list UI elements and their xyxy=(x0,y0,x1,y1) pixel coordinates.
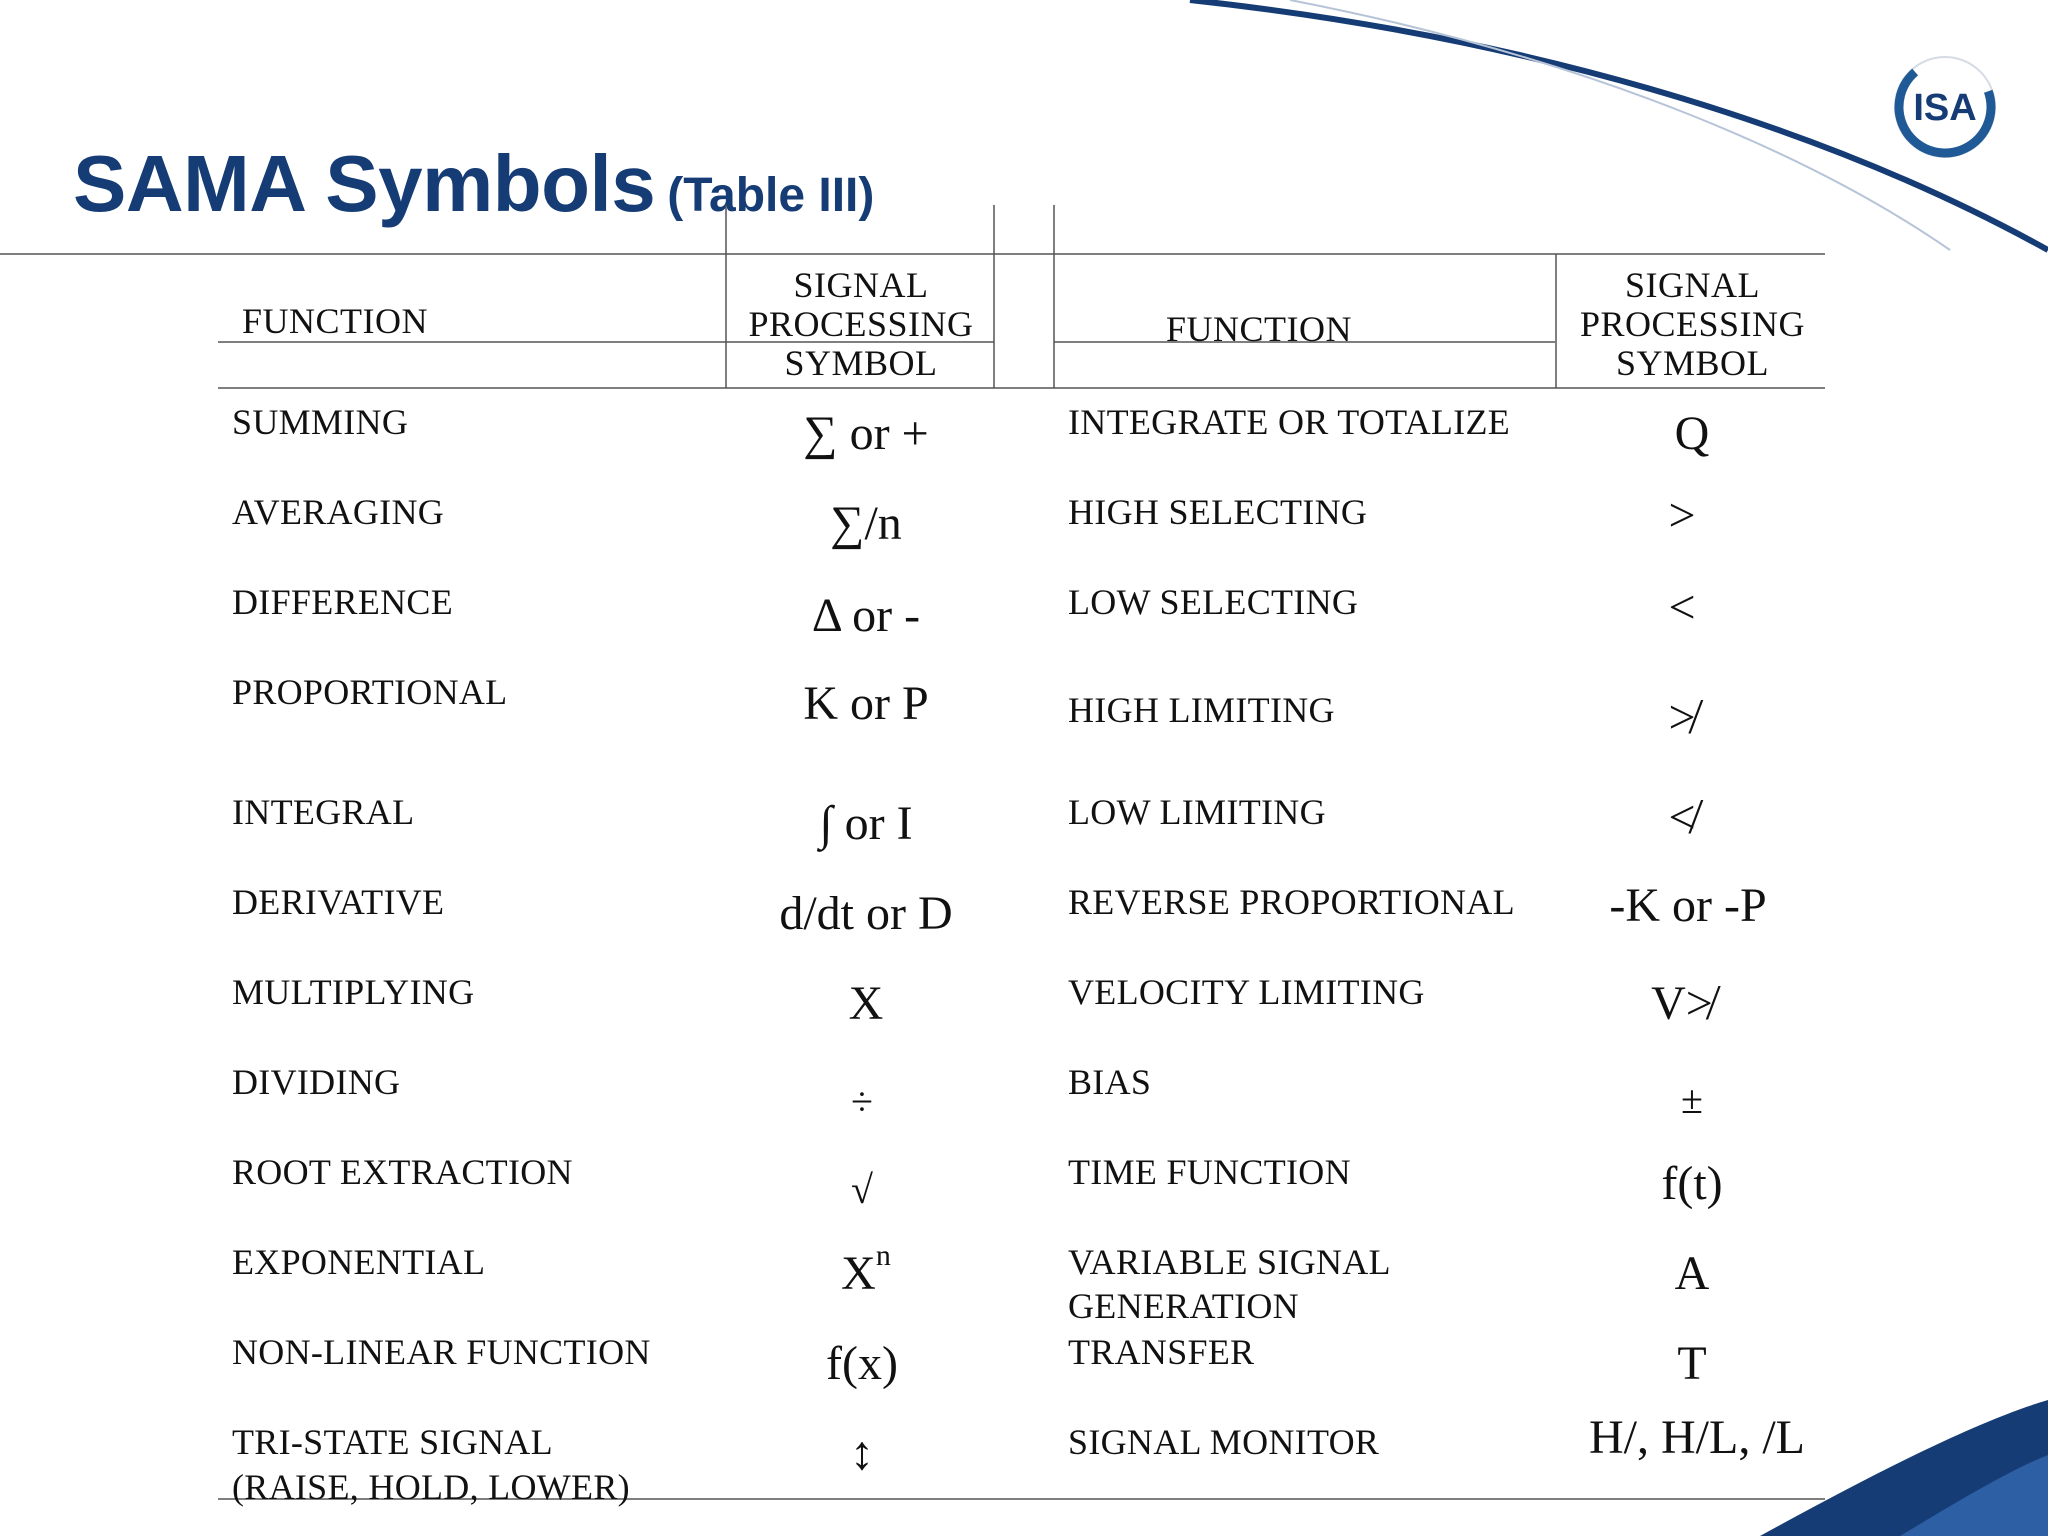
table-row-function: TRANSFER xyxy=(1068,1332,1255,1372)
table-row-symbol: √ xyxy=(851,1167,873,1212)
table-row-function: INTEGRAL xyxy=(232,792,415,832)
table-row-symbol: < xyxy=(1668,581,1696,634)
table-row-symbol: f(t) xyxy=(1661,1157,1723,1210)
table-row-function: MULTIPLYING xyxy=(232,972,475,1012)
table-row-symbol: ± xyxy=(1681,1077,1703,1122)
table-row-symbol: ∫ or I xyxy=(819,797,913,850)
title-main: SAMA Symbols xyxy=(73,139,656,228)
table-row-function: SIGNAL MONITOR xyxy=(1068,1422,1380,1462)
table-row-function: AVERAGING xyxy=(232,492,445,532)
table-row-function: BIAS xyxy=(1068,1062,1152,1102)
table-row-function: TIME FUNCTION xyxy=(1068,1152,1351,1192)
table-row-function: NON-LINEAR FUNCTION xyxy=(232,1332,651,1372)
table-row-function: ROOT EXTRACTION xyxy=(232,1152,573,1192)
header-symbol-line: SIGNAL xyxy=(1625,265,1760,305)
header-symbol-line: PROCESSING xyxy=(1579,304,1806,344)
table-row-symbol: ∑ or + xyxy=(803,407,929,460)
table-row-function: REVERSE PROPORTIONAL xyxy=(1068,882,1515,922)
table-row-symbol: ≯ xyxy=(1668,691,1696,744)
table-row-symbol: A xyxy=(1674,1247,1710,1300)
header-symbol-right xyxy=(1565,266,1820,383)
table-row-symbol: X xyxy=(848,977,884,1030)
header-symbol-left xyxy=(736,266,986,383)
table-row-symbol: T xyxy=(1677,1337,1707,1390)
exponent-power: n xyxy=(875,1239,891,1272)
header-function-right: FUNCTION xyxy=(1166,309,1353,349)
function-line: (RAISE, HOLD, LOWER) xyxy=(232,1467,630,1507)
table-row-function: DIFFERENCE xyxy=(232,582,454,622)
table-row-function: LOW SELECTING xyxy=(1068,582,1359,622)
table-row-function: VELOCITY LIMITING xyxy=(1068,972,1425,1012)
table-row-symbol: K or P xyxy=(803,677,929,730)
header-function-left: FUNCTION xyxy=(242,301,429,341)
table-row-symbol: Δ or - xyxy=(811,589,921,642)
table-row-symbol: > xyxy=(1668,489,1696,542)
table-row-symbol: d/dt or D xyxy=(779,887,953,940)
table-row-function: PROPORTIONAL xyxy=(232,672,508,712)
table-row-symbol: f(x) xyxy=(826,1337,898,1390)
table-row-function: HIGH SELECTING xyxy=(1068,492,1368,532)
table-row-function xyxy=(1068,1240,1391,1328)
header-symbol-line: SYMBOL xyxy=(1615,343,1770,383)
table-row-symbol: H/, H/L, /L xyxy=(1589,1411,1805,1464)
table-row-function: DERIVATIVE xyxy=(232,882,445,922)
header-symbol-line: PROCESSING xyxy=(748,304,974,344)
table-row-function: INTEGRATE OR TOTALIZE xyxy=(1068,402,1511,442)
table-row-symbol: ÷ xyxy=(851,1079,873,1124)
header-symbol-line: SIGNAL xyxy=(793,265,929,305)
table-row-function: EXPONENTIAL xyxy=(232,1242,486,1282)
table-row-symbol: V≯ xyxy=(1651,977,1713,1030)
table-row-symbol: ↕ xyxy=(850,1427,874,1480)
table-row-symbol: ∑/n xyxy=(830,497,902,550)
function-line: TRI-STATE SIGNAL xyxy=(232,1422,553,1462)
function-line: GENERATION xyxy=(1068,1286,1299,1326)
table-row-symbol: ≮ xyxy=(1668,791,1696,844)
exponent-base: X xyxy=(841,1247,876,1300)
table-row-function: LOW LIMITING xyxy=(1068,792,1326,832)
header-symbol-line: SYMBOL xyxy=(784,343,938,383)
logo-text: ISA xyxy=(1913,87,1977,129)
table-row-function xyxy=(232,1420,630,1510)
table-row-function: DIVIDING xyxy=(232,1062,401,1102)
table-row-symbol: -K or -P xyxy=(1609,879,1767,932)
table-row-symbol xyxy=(736,1239,996,1308)
title-subtitle: (Table III) xyxy=(667,169,875,222)
table-row-function: SUMMING xyxy=(232,402,409,442)
function-line: VARIABLE SIGNAL xyxy=(1068,1242,1391,1282)
table-row-symbol: Q xyxy=(1674,407,1710,460)
table-row-function: HIGH LIMITING xyxy=(1068,690,1335,730)
